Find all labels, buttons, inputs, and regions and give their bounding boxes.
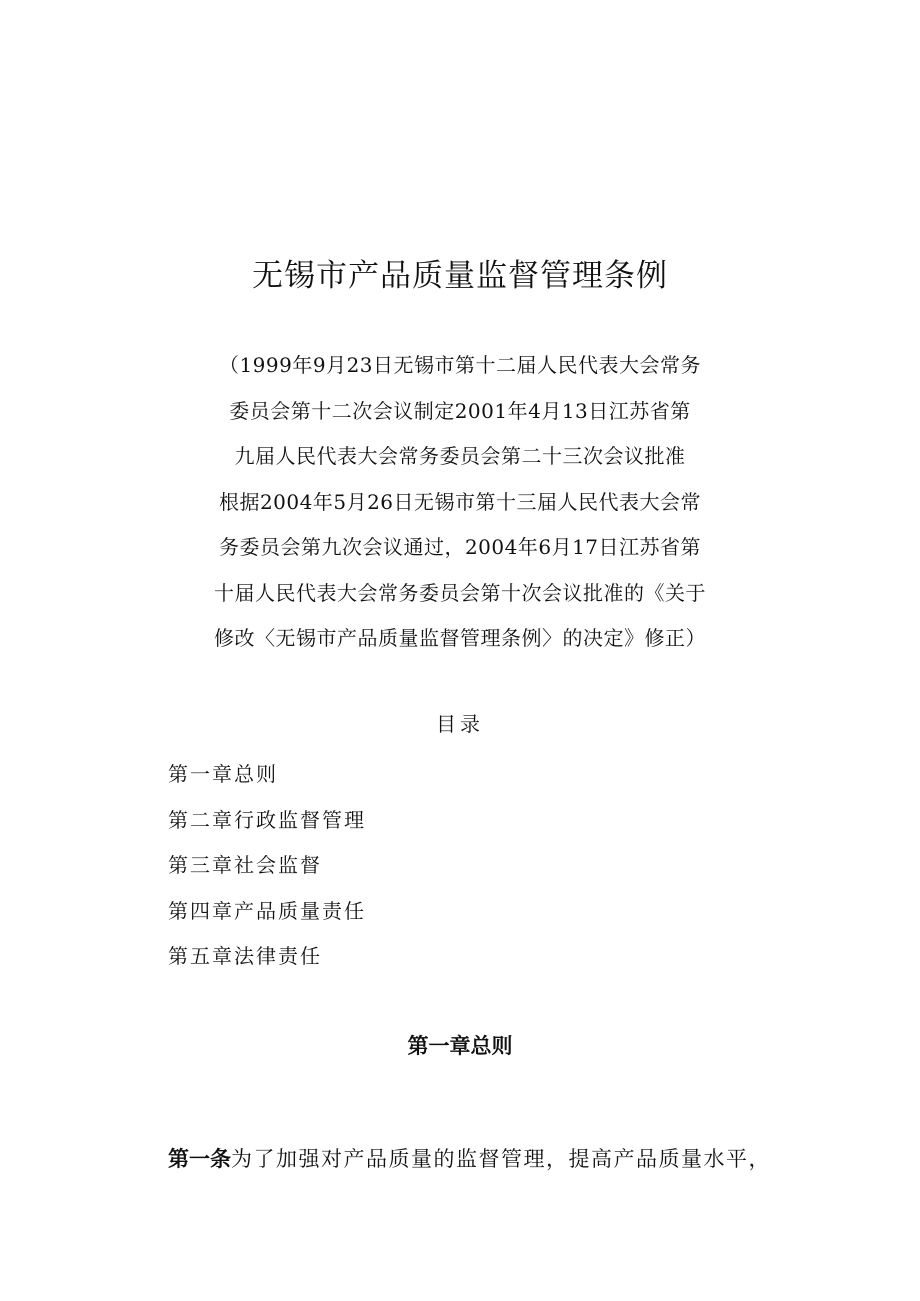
preamble <box>160 343 760 662</box>
preamble-line: 修改〈无锡市产品质量监督管理条例〉的决定》修正） <box>214 626 706 650</box>
document-title: 无锡市产品质量监督管理条例 <box>252 258 668 294</box>
toc-item-chapter-2[interactable]: 第二章行政监督管理 <box>168 807 366 832</box>
toc-item-chapter-5[interactable]: 第五章法律责任 <box>168 944 322 968</box>
toc-title: 目录 <box>436 712 484 736</box>
toc-item-chapter-4[interactable]: 第四章产品质量责任 <box>168 898 366 923</box>
preamble-line: 委员会第十二次会议制定2001年4月13日江苏省第 <box>229 398 691 423</box>
preamble-line: （1999年9月23日无锡市第十二届人民代表大会常务 <box>218 353 702 377</box>
preamble-line: 十届人民代表大会常务委员会第十次会议批准的《关于 <box>214 580 706 605</box>
article-label: 第一条 <box>168 1147 231 1171</box>
article-text: 为了加强对产品质量的监督管理，提高产品质量水平， <box>231 1147 771 1171</box>
toc-item-chapter-1[interactable]: 第一章总则 <box>168 762 278 786</box>
table-of-contents <box>168 752 366 980</box>
preamble-line: 九届人民代表大会常务委员会第二十三次会议批准 <box>234 444 686 468</box>
chapter-heading: 第一章总则 <box>407 1034 513 1058</box>
preamble-line: 根据2004年5月26日无锡市第十三届人民代表大会常 <box>218 489 702 514</box>
preamble-line: 务委员会第九次会议通过，2004年6月17日江苏省第 <box>218 535 702 559</box>
article-paragraph <box>168 1143 808 1173</box>
toc-item-chapter-3[interactable]: 第三章社会监督 <box>168 853 322 877</box>
